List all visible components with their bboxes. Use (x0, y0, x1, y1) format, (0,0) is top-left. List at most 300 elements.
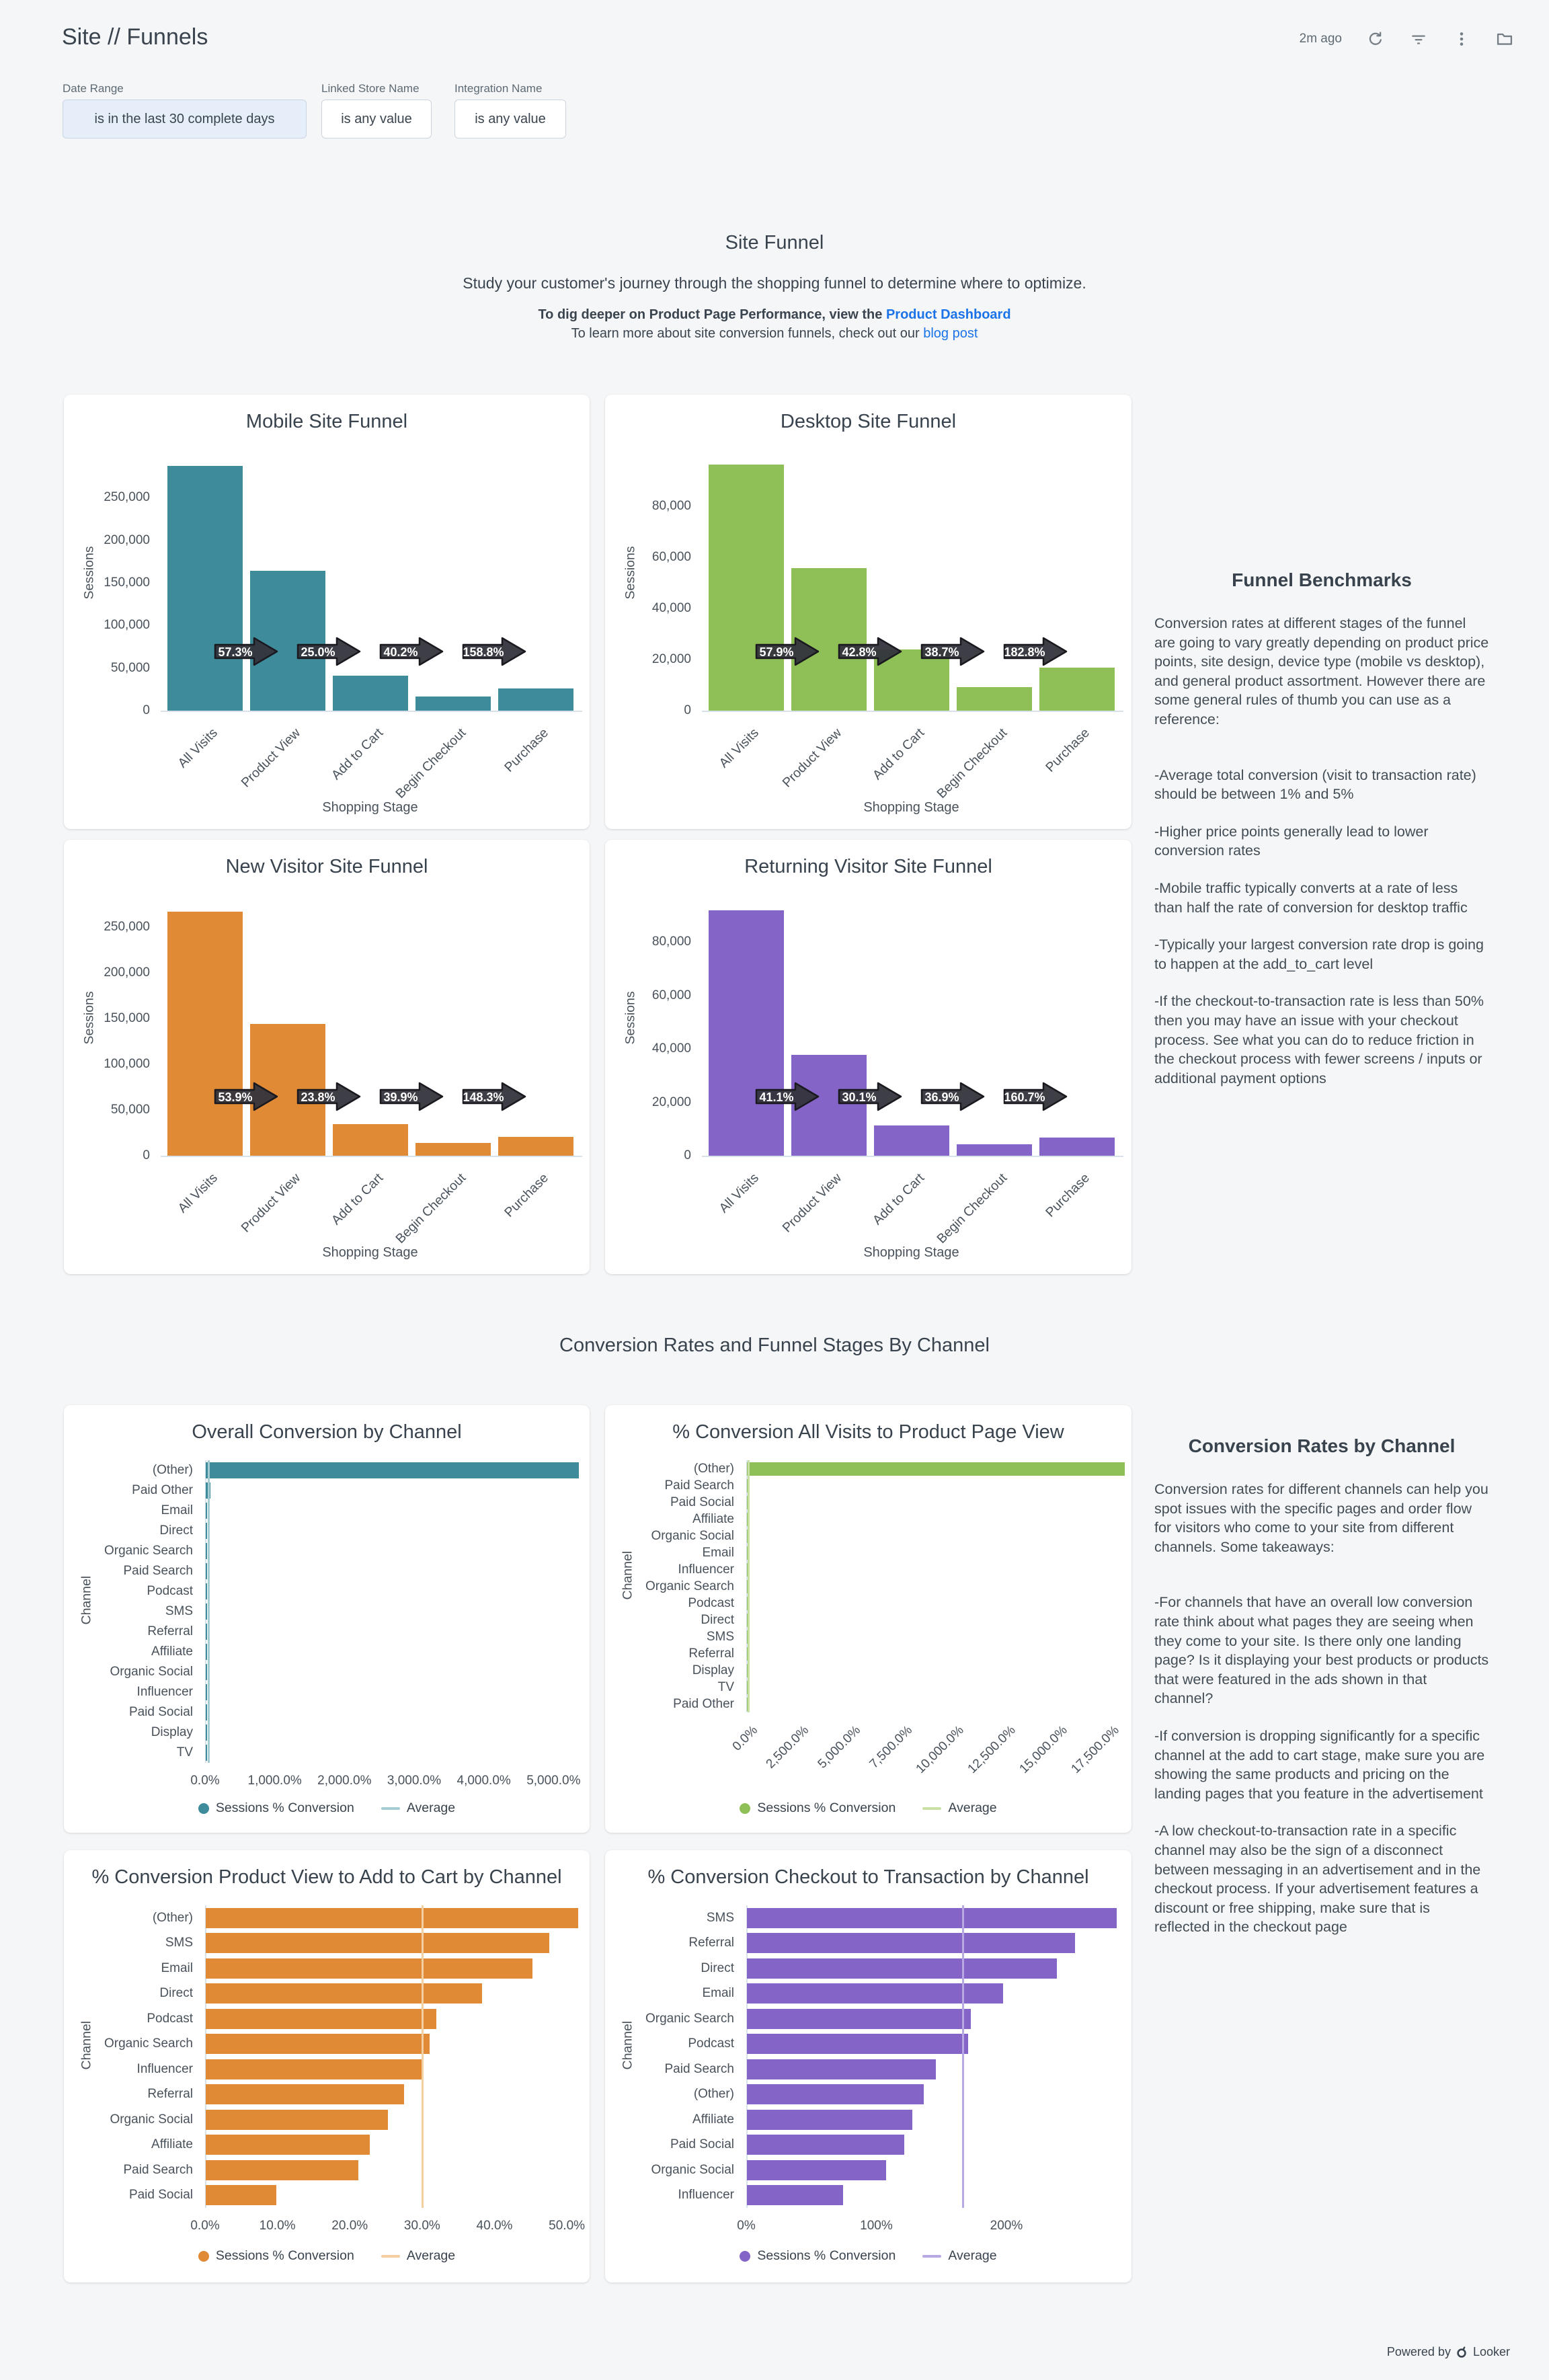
y-tick-label: 50,000 (110, 660, 150, 675)
x-tick-label: 2,500.0% (763, 1723, 812, 1772)
section-title-conversion-rates: Conversion Rates and Funnel Stages By Channel (559, 1335, 990, 1356)
funnel-benchmarks-text (1154, 614, 1489, 1088)
conversion-rates-text (1154, 1480, 1489, 1937)
chart-card-desktop-site-funnel (605, 395, 1131, 829)
channel-bar-email[interactable] (206, 1958, 532, 1979)
funnel-bar-all-visits[interactable] (709, 465, 784, 711)
x-tick-label: 5,000.0% (526, 1774, 581, 1788)
filter-date-range-control[interactable]: is in the last 30 complete days (63, 100, 307, 138)
channel-label-organicsocial: Organic Social (651, 1528, 734, 1543)
x-tick-label: 10.0% (259, 2219, 296, 2233)
panel-paragraph: Conversion rates at different stages of the funnel are going to vary greatly depending on product price points, site design, device type (mobile vs desktop), and general product assortment. However there are some general rules of thumb you can use as a reference: (1154, 615, 1489, 727)
legend-sessions-conversion[interactable]: Sessions % Conversion (198, 2248, 354, 2264)
channel-label-referral: Referral (147, 2087, 193, 2102)
x-tick-label: 17,500.0% (1068, 1723, 1122, 1777)
channel-label-email: Email (702, 1986, 734, 2001)
channel-bar-sms[interactable] (206, 1603, 207, 1620)
channel-label-other: (Other) (152, 1463, 193, 1477)
svg-text:57.3%: 57.3% (218, 645, 253, 659)
channel-bar-organicsearch[interactable] (206, 1543, 207, 1559)
conversion-rates-title: Conversion Rates by Channel (1188, 1435, 1456, 1456)
average-reference-line (748, 1460, 750, 1712)
svg-text:41.1%: 41.1% (759, 1090, 794, 1104)
svg-text:30.1%: 30.1% (842, 1090, 877, 1104)
panel-paragraph: -If conversion is dropping significantly for a specific channel at the add to cart stage, make sure you are showing the same products and pricing on the landing pages that you feature in the advertisement (1154, 1727, 1485, 1802)
blog-post-link[interactable]: blog post (923, 326, 978, 341)
chart-title: % Conversion All Visits to Product Page View (672, 1421, 1064, 1443)
legend-sessions-conversion[interactable]: Sessions % Conversion (198, 1800, 354, 1816)
average-reference-line (962, 1905, 964, 2208)
visits-to-product-view-plot (605, 1405, 1131, 1833)
funnel-bar-begin-checkout[interactable] (415, 1143, 491, 1156)
legend-line (922, 1807, 941, 1810)
new-visitor-site-funnel-plot (64, 840, 590, 1274)
channel-label-paidsearch: Paid Search (123, 1564, 193, 1578)
svg-text:182.8%: 182.8% (1004, 645, 1045, 659)
channel-label-paidsocial: Paid Social (128, 2188, 193, 2203)
x-category-label: Product View (779, 1171, 845, 1236)
chart-legend (64, 2248, 590, 2264)
channel-label-tv: TV (717, 1679, 734, 1694)
channel-label-organicsearch: Organic Search (645, 2011, 734, 2026)
x-tick-label: 0.0% (190, 2219, 220, 2233)
x-tick-label: 4,000.0% (456, 1774, 511, 1788)
channel-label-paidother: Paid Other (673, 1696, 734, 1711)
chart-title: New Visitor Site Funnel (225, 856, 428, 877)
channel-label-direct: Direct (159, 1523, 193, 1538)
svg-text:57.9%: 57.9% (759, 645, 794, 659)
x-category-label: Product View (238, 725, 304, 791)
conversion-rates-by-channel-panel (1154, 1435, 1489, 1955)
channel-label-organicsocial: Organic Social (651, 2162, 734, 2177)
filter-toggle-button[interactable] (1409, 30, 1428, 48)
x-tick-label: 1,000.0% (247, 1774, 302, 1788)
channel-label-influencer: Influencer (678, 2188, 734, 2203)
channel-bar-sms[interactable] (747, 1908, 1117, 1928)
channel-label-referral: Referral (688, 1646, 734, 1661)
y-axis-title: Sessions (623, 991, 638, 1045)
channel-label-affiliate: Affiliate (692, 1511, 734, 1526)
channel-bar-paidsocial[interactable] (747, 2135, 904, 2155)
y-tick-label: 250,000 (104, 490, 150, 505)
funnel-bar-all-visits[interactable] (709, 910, 784, 1156)
channel-label-organicsearch: Organic Search (104, 2036, 193, 2051)
y-axis-title: Channel (79, 2020, 94, 2070)
channel-bar-email[interactable] (747, 1983, 1003, 2004)
y-tick-label: 150,000 (104, 575, 150, 590)
channel-bar-influencer[interactable] (206, 2059, 422, 2079)
svg-text:25.0%: 25.0% (301, 645, 335, 659)
x-category-label: Purchase (1043, 725, 1093, 775)
channel-label-direct: Direct (701, 1612, 734, 1627)
average-reference-line (422, 1905, 424, 2208)
svg-text:158.8%: 158.8% (463, 645, 504, 659)
x-tick-label: 2,000.0% (317, 1774, 372, 1788)
chart-card-mobile-site-funnel (64, 395, 590, 829)
y-tick-label: 250,000 (104, 919, 150, 934)
x-category-label: Purchase (502, 725, 552, 775)
channel-bar-podcast[interactable] (206, 2009, 436, 2029)
channel-bar-sms[interactable] (206, 1933, 549, 1953)
average-reference-line (208, 1460, 210, 1763)
x-axis-line (702, 1156, 1123, 1157)
header-toolbar (1300, 30, 1514, 48)
channel-bar-organicsocial[interactable] (206, 2110, 388, 2130)
legend-average[interactable]: Average (381, 2248, 455, 2264)
channel-bar-affiliate[interactable] (206, 1644, 207, 1660)
stage-conversion-arrow (755, 1081, 820, 1112)
funnel-bar-purchase[interactable] (1039, 668, 1115, 711)
chart-title: Mobile Site Funnel (245, 411, 408, 432)
x-category-label: All Visits (716, 1171, 762, 1216)
stage-conversion-arrow (1003, 1081, 1068, 1112)
channel-bar-paidsearch[interactable] (206, 1563, 207, 1579)
x-category-label: All Visits (175, 1171, 221, 1216)
chart-card-product-view-to-add-to-cart (64, 1850, 590, 2283)
x-axis-title: Shopping Stage (863, 800, 959, 815)
funnel-bar-purchase[interactable] (1039, 1138, 1115, 1156)
legend-dot (740, 1803, 750, 1814)
chart-title: Overall Conversion by Channel (192, 1421, 462, 1443)
x-category-label: Product View (238, 1171, 304, 1236)
funnel-bar-all-visits[interactable] (167, 466, 243, 711)
channel-bar-paidsearch[interactable] (206, 2160, 358, 2180)
channel-label-other: (Other) (693, 2087, 734, 2102)
x-category-label: Purchase (502, 1171, 552, 1220)
filter-label-integration-name: Integration Name (454, 82, 543, 95)
panel-paragraph: Conversion rates for different channels can help you spot issues with the specific pages and order flow for visitors who come to your site from different channels. Some takeaways: (1154, 1481, 1488, 1555)
chart-card-returning-visitor-site-funnel (605, 840, 1131, 1274)
channel-bar-referral[interactable] (747, 1933, 1075, 1953)
panel-paragraph: -A low checkout-to-transaction rate in a specific channel may also be the sign of a disconnect between messaging in an advertisement and in the checkout process. If your advertisement features a discount or free shipping, make sure that is reflected in the checkout page (1154, 1823, 1481, 1936)
channel-label-podcast: Podcast (147, 2011, 193, 2026)
svg-text:23.8%: 23.8% (301, 1090, 335, 1104)
channel-bar-paidsocial[interactable] (206, 2185, 276, 2205)
last-updated-timestamp: 2m ago (1299, 32, 1342, 46)
stage-conversion-arrow (755, 636, 820, 667)
looker-logo-icon (1456, 2346, 1468, 2358)
y-tick-label: 0 (684, 703, 691, 717)
channel-label-email: Email (702, 1545, 734, 1560)
channel-label-other: (Other) (152, 1910, 193, 1925)
chart-legend (64, 1800, 590, 1816)
filter-label-date-range: Date Range (63, 82, 124, 95)
chart-title: Desktop Site Funnel (780, 411, 957, 432)
funnel-bar-begin-checkout[interactable] (415, 697, 491, 711)
y-axis-title: Channel (620, 1550, 635, 1599)
channel-bar-affiliate[interactable] (747, 2110, 912, 2130)
x-tick-label: 7,500.0% (867, 1723, 916, 1772)
channel-bar-other[interactable] (206, 1908, 578, 1928)
channel-label-podcast: Podcast (688, 1595, 734, 1610)
legend-dot (740, 2251, 750, 2262)
channel-label-sms: SMS (706, 1910, 734, 1925)
chart-card-all-visits-to-product-page-view (605, 1405, 1131, 1833)
channel-label-paidsearch: Paid Search (664, 2061, 734, 2076)
channel-label-paidsocial: Paid Social (670, 1495, 734, 1509)
channel-label-email: Email (161, 1503, 193, 1517)
chart-card-overall-conversion-by-channel (64, 1405, 590, 1833)
channel-bar-tv[interactable] (206, 1745, 207, 1761)
funnel-benchmarks-title: Funnel Benchmarks (1232, 569, 1412, 590)
channel-label-direct: Direct (159, 1986, 193, 2001)
y-tick-label: 60,000 (651, 988, 691, 1002)
channel-label-email: Email (161, 1960, 193, 1975)
checkout-to-transaction-plot (605, 1850, 1131, 2283)
channel-bar-other[interactable] (747, 1462, 1125, 1476)
intro-product-dashboard-line: To dig deeper on Product Page Performance, view the Product Dashboard (538, 307, 1011, 322)
y-axis-title: Channel (79, 1575, 94, 1625)
funnel-bar-begin-checkout[interactable] (957, 1144, 1032, 1156)
x-tick-label: 200% (990, 2219, 1023, 2233)
channel-bar-referral[interactable] (206, 1624, 207, 1640)
y-tick-label: 0 (143, 1148, 150, 1162)
desktop-site-funnel-plot (605, 395, 1131, 829)
y-tick-label: 20,000 (651, 1095, 691, 1109)
stage-conversion-arrow (462, 636, 526, 667)
channel-label-sms: SMS (165, 1936, 193, 1950)
panel-paragraph: -Typically your largest conversion rate drop is going to happen at the add_to_cart level (1154, 937, 1484, 972)
y-tick-label: 100,000 (104, 618, 150, 633)
x-tick-label: 50.0% (549, 2219, 586, 2233)
legend-average[interactable]: Average (922, 1800, 996, 1816)
channel-label-affiliate: Affiliate (692, 2112, 734, 2127)
channel-label-referral: Referral (147, 1624, 193, 1638)
stage-conversion-arrow (214, 636, 278, 667)
filter-integration-name-control[interactable]: is any value (454, 100, 566, 138)
panel-paragraph: -For channels that have an overall low conversion rate think about what pages they are seeing when they come to your site. Is there only one landing page? Is it displaying your best products or products that were featured in the ads shown in that channel? (1154, 1594, 1489, 1707)
panel-paragraph: -Higher price points generally lead to lower conversion rates (1154, 823, 1429, 859)
funnel-bar-purchase[interactable] (498, 1137, 573, 1156)
y-tick-label: 60,000 (651, 550, 691, 565)
x-tick-label: 12,500.0% (965, 1723, 1019, 1777)
x-tick-label: 3,000.0% (387, 1774, 442, 1788)
x-tick-label: 0.0% (729, 1723, 760, 1754)
x-axis-line (161, 1156, 582, 1157)
x-category-label: All Visits (175, 725, 221, 771)
filter-label-linked-store: Linked Store Name (321, 82, 420, 95)
stage-conversion-arrow (920, 636, 985, 667)
folder-button[interactable] (1495, 30, 1514, 48)
stage-conversion-arrow (296, 636, 361, 667)
x-tick-label: 20.0% (331, 2219, 368, 2233)
channel-label-tv: TV (176, 1745, 193, 1759)
funnel-bar-purchase[interactable] (498, 688, 573, 711)
x-tick-label: 0% (737, 2219, 756, 2233)
channel-label-organicsearch: Organic Search (104, 1544, 193, 1558)
svg-text:53.9%: 53.9% (218, 1090, 253, 1104)
returning-visitor-site-funnel-plot (605, 840, 1131, 1274)
legend-line (381, 2255, 400, 2258)
channel-label-influencer: Influencer (136, 2061, 193, 2076)
folder-icon (1495, 30, 1514, 48)
legend-line (922, 2255, 941, 2258)
legend-line (381, 1807, 400, 1810)
legend-dot (198, 1803, 209, 1814)
stage-conversion-arrow (920, 1081, 985, 1112)
chart-card-new-visitor-site-funnel (64, 840, 590, 1274)
channel-label-influencer: Influencer (678, 1562, 734, 1577)
x-tick-label: 100% (860, 2219, 893, 2233)
stage-conversion-arrow (838, 1081, 902, 1112)
x-category-label: Begin Checkout (393, 725, 469, 801)
stage-conversion-arrow (379, 1081, 444, 1112)
channel-bar-direct[interactable] (206, 1523, 207, 1539)
overall-conversion-plot (64, 1405, 590, 1833)
channel-bar-direct[interactable] (206, 1983, 482, 2004)
funnel-benchmarks-panel (1154, 569, 1489, 1106)
y-tick-label: 0 (143, 703, 150, 717)
funnel-bar-add-to-cart[interactable] (333, 1124, 408, 1156)
powered-by-looker[interactable] (1387, 2345, 1510, 2359)
channel-label-referral: Referral (688, 1936, 734, 1950)
channel-label-other: (Other) (693, 1461, 734, 1476)
x-tick-label: 30.0% (403, 2219, 440, 2233)
stage-conversion-arrow (838, 636, 902, 667)
channel-bar-paidsearch[interactable] (747, 2059, 936, 2079)
y-tick-label: 0 (684, 1148, 691, 1162)
refresh-icon (1367, 30, 1384, 48)
channel-bar-influencer[interactable] (747, 2185, 843, 2205)
x-category-label: Add to Cart (328, 725, 387, 783)
x-category-label: Product View (779, 725, 845, 791)
kebab-menu-icon (1453, 30, 1470, 48)
channel-label-display: Display (692, 1663, 734, 1677)
channel-bar-display[interactable] (206, 1724, 207, 1741)
legend-sessions-conversion[interactable]: Sessions % Conversion (740, 1800, 896, 1816)
x-category-label: Purchase (1043, 1171, 1093, 1220)
y-axis-title: Channel (620, 2020, 635, 2070)
mobile-site-funnel-plot (64, 395, 590, 829)
y-tick-label: 40,000 (651, 601, 691, 616)
y-tick-label: 200,000 (104, 965, 150, 980)
intro-blog-line: To learn more about site conversion funnels, check out our blog post (571, 326, 978, 341)
channel-label-direct: Direct (701, 1960, 734, 1975)
x-category-label: Add to Cart (869, 725, 928, 783)
x-tick-label: 40.0% (476, 2219, 513, 2233)
channel-bar-other[interactable] (206, 1462, 579, 1478)
channel-bar-influencer[interactable] (206, 1684, 207, 1700)
channel-label-sms: SMS (706, 1629, 734, 1644)
chart-title: % Conversion Product View to Add to Cart by Channel (91, 1866, 562, 1888)
x-axis-title: Shopping Stage (322, 1245, 418, 1260)
intro-title: Site Funnel (725, 232, 824, 253)
channel-label-affiliate: Affiliate (151, 1644, 193, 1659)
funnel-bar-all-visits[interactable] (167, 912, 243, 1156)
channel-bar-direct[interactable] (747, 1958, 1057, 1979)
svg-text:39.9%: 39.9% (383, 1090, 418, 1104)
x-category-label: Begin Checkout (393, 1171, 469, 1246)
legend-dot (198, 2251, 209, 2262)
x-category-label: Begin Checkout (934, 1171, 1010, 1246)
x-axis-line (702, 711, 1123, 712)
funnel-bar-begin-checkout[interactable] (957, 687, 1032, 711)
channel-label-display: Display (151, 1725, 193, 1739)
x-tick-label: 15,000.0% (1017, 1723, 1070, 1777)
stage-conversion-arrow (214, 1081, 278, 1112)
svg-text:148.3%: 148.3% (463, 1090, 504, 1104)
powered-by-text: Powered by (1386, 2345, 1451, 2358)
channel-bar-organicsearch[interactable] (206, 2034, 430, 2054)
x-category-label: Add to Cart (869, 1171, 928, 1228)
legend-sessions-conversion[interactable]: Sessions % Conversion (740, 2248, 896, 2264)
x-axis-line (161, 711, 582, 712)
svg-text:42.8%: 42.8% (842, 645, 877, 659)
channel-bar-organicsearch[interactable] (747, 2009, 971, 2029)
channel-bar-affiliate[interactable] (206, 2135, 370, 2155)
channel-bar-podcast[interactable] (747, 2034, 968, 2054)
legend-average[interactable]: Average (922, 2248, 996, 2264)
x-axis-title: Shopping Stage (863, 1245, 959, 1260)
channel-bar-referral[interactable] (206, 2084, 404, 2104)
funnel-bar-add-to-cart[interactable] (333, 676, 408, 711)
x-axis-title: Shopping Stage (322, 800, 418, 815)
looker-brand-text: Looker (1472, 2345, 1510, 2358)
svg-text:160.7%: 160.7% (1004, 1090, 1045, 1104)
channel-bar-paidsocial[interactable] (206, 1704, 207, 1720)
y-tick-label: 80,000 (651, 499, 691, 514)
stage-conversion-arrow (462, 1081, 526, 1112)
x-category-label: All Visits (716, 725, 762, 771)
x-category-label: Begin Checkout (934, 725, 1010, 801)
channel-bar-podcast[interactable] (206, 1583, 207, 1599)
y-tick-label: 80,000 (651, 935, 691, 949)
chart-title: Returning Visitor Site Funnel (744, 856, 992, 877)
channel-label-paidsearch: Paid Search (123, 2162, 193, 2177)
product-dashboard-link[interactable]: Product Dashboard (885, 307, 1011, 322)
filter-linked-store-control[interactable]: is any value (321, 100, 432, 138)
y-tick-label: 50,000 (110, 1102, 150, 1117)
channel-bar-organicsocial[interactable] (206, 1664, 207, 1680)
y-tick-label: 40,000 (651, 1041, 691, 1056)
refresh-button[interactable] (1366, 30, 1385, 48)
legend-average[interactable]: Average (381, 1800, 455, 1816)
channel-label-sms: SMS (165, 1604, 193, 1618)
y-tick-label: 200,000 (104, 532, 150, 547)
channel-label-podcast: Podcast (688, 2036, 734, 2051)
filter-icon (1410, 30, 1427, 48)
channel-label-paidsocial: Paid Social (670, 2137, 734, 2152)
y-tick-label: 150,000 (104, 1010, 150, 1025)
x-category-label: Add to Cart (328, 1171, 387, 1228)
channel-label-paidother: Paid Other (132, 1483, 193, 1497)
x-tick-label: 0.0% (190, 1774, 220, 1788)
channel-bar-organicsocial[interactable] (747, 2160, 886, 2180)
channel-label-paidsearch: Paid Search (664, 1478, 734, 1493)
page-title: Site // Funnels (62, 24, 208, 50)
more-options-button[interactable] (1452, 30, 1471, 48)
funnel-bar-add-to-cart[interactable] (874, 1125, 949, 1156)
channel-label-paidsocial: Paid Social (128, 1705, 193, 1719)
channel-label-organicsocial: Organic Social (110, 2112, 193, 2127)
chart-title: % Conversion Checkout to Transaction by Channel (647, 1866, 1089, 1888)
svg-text:38.7%: 38.7% (924, 645, 959, 659)
channel-label-organicsearch: Organic Search (645, 1579, 734, 1593)
panel-paragraph: -If the checkout-to-transaction rate is less than 50% then you may have an issue with your checkout process. See what you can do to reduce friction in the checkout process with fewer screens / inputs or additional payment options (1154, 993, 1484, 1086)
y-axis-title: Sessions (623, 546, 638, 600)
channel-bar-other[interactable] (747, 2084, 924, 2104)
stage-conversion-arrow (296, 1081, 361, 1112)
x-tick-label: 5,000.0% (815, 1723, 864, 1772)
stage-conversion-arrow (379, 636, 444, 667)
svg-text:36.9%: 36.9% (924, 1090, 959, 1104)
svg-text:40.2%: 40.2% (383, 645, 418, 659)
chart-legend (605, 2248, 1131, 2264)
panel-paragraph: -Average total conversion (visit to transaction rate) should be between 1% and 5% (1154, 766, 1476, 803)
channel-bar-email[interactable] (206, 1503, 207, 1519)
chart-legend (605, 1800, 1131, 1816)
y-axis-title: Sessions (81, 991, 97, 1045)
